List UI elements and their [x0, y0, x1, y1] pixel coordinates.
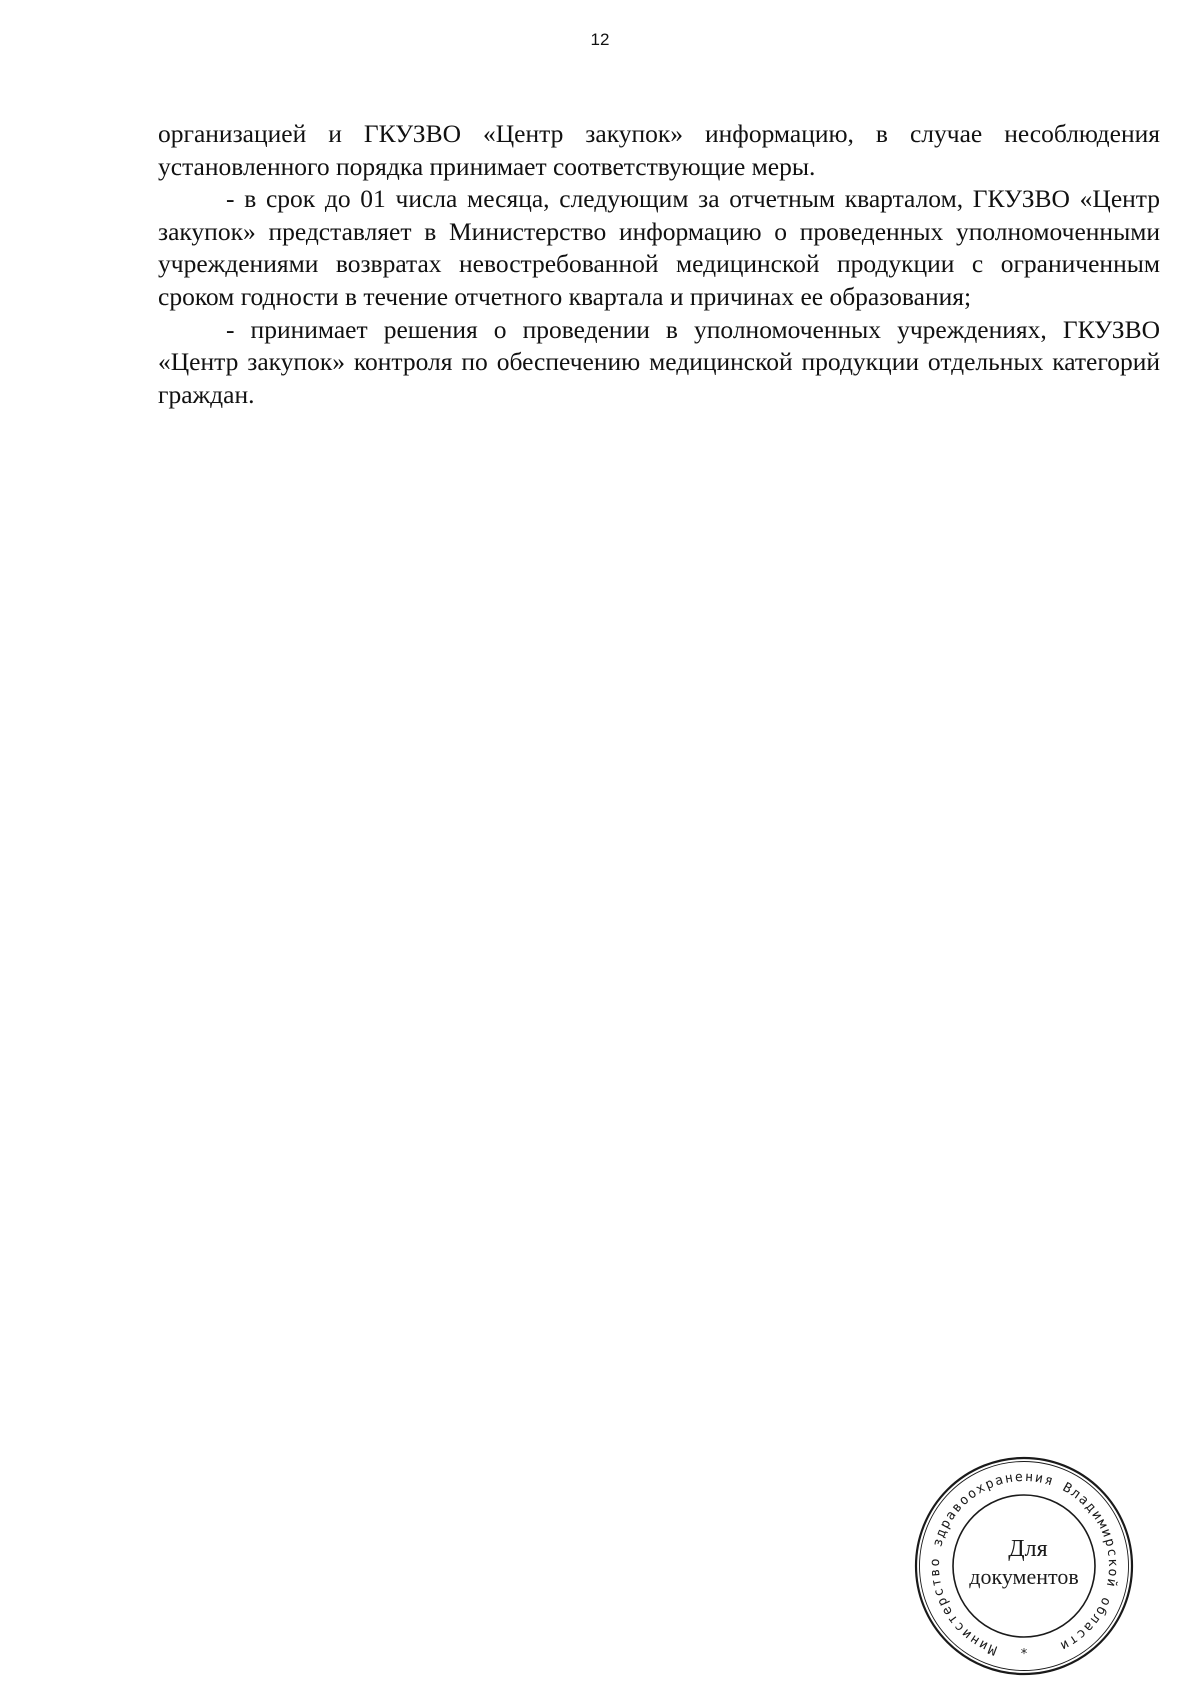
paragraph-quarterly-report: - в срок до 01 числа месяца, следующим за отчетным кварталом, ГКУЗВО «Центр закупок» представляет в Министерство информацию о проведенных уполномоченными учреждениями возвратах невостребованной медицинской продукции с ограниченным сроком годности в течение отчетного квартала и причинах ее образования; [158, 184, 1160, 311]
stamp-center-line1: Для [1008, 1536, 1048, 1562]
page-number: 12 [590, 30, 610, 49]
stamp-ring-text: Министерство здравоохранения Владимирской области [927, 1469, 1121, 1658]
stamp-graphic [913, 1455, 1135, 1677]
stamp-center-line2: документов [969, 1564, 1079, 1589]
document-body [158, 118, 1160, 411]
paragraph-continuation: организацией и ГКУЗВО «Центр закупок» информацию, в случае несоблюдения установленного порядка принимает соответствующие меры. [158, 119, 1160, 181]
stamp-star: * [1020, 1647, 1028, 1662]
official-stamp [913, 1455, 1135, 1677]
paragraph-control-decision: - принимает решения о проведении в уполномоченных учреждениях, ГКУЗВО «Центр закупок» контроля по обеспечению медицинской продукции отдельных категорий граждан. [158, 314, 1160, 409]
